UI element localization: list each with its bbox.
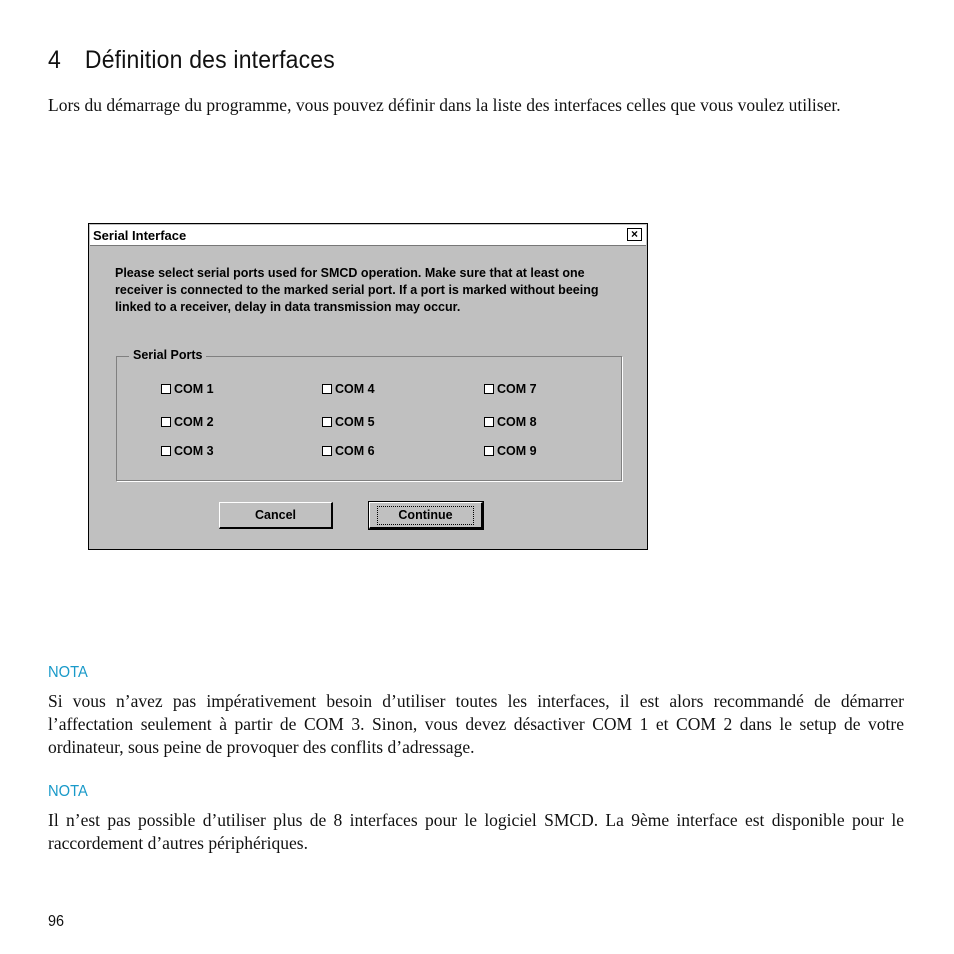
checkbox-box[interactable]: [322, 417, 332, 427]
checkbox-com7[interactable]: [484, 382, 537, 396]
section-title: Définition des interfaces: [84, 46, 335, 74]
checkbox-box[interactable]: [161, 417, 171, 427]
intro-paragraph: Lors du démarrage du programme, vous pouvez définir dans la liste des interfaces celles que vous voulez utiliser.: [48, 95, 841, 115]
checkbox-label: COM 3: [174, 444, 214, 458]
checkbox-com2[interactable]: [161, 415, 214, 429]
checkbox-label: COM 7: [497, 382, 537, 396]
checkbox-box[interactable]: [484, 417, 494, 427]
section-number: 4: [48, 46, 61, 74]
checkbox-box[interactable]: [484, 384, 494, 394]
checkbox-label: COM 5: [335, 415, 375, 429]
page-number: 96: [48, 913, 65, 930]
group-label: Serial Ports: [129, 348, 206, 362]
dialog-title: Serial Interface: [93, 228, 187, 243]
dialog-titlebar: [90, 225, 646, 246]
checkbox-com1[interactable]: [161, 382, 214, 396]
checkbox-label: COM 2: [174, 415, 214, 429]
checkbox-label: COM 6: [335, 444, 375, 458]
nota-text-2: Il n’est pas possible d’utiliser plus de 8 interfaces pour le logiciel SMCD. La 9ème interface est disponible pour le raccordement d’autres périphériques.: [48, 810, 904, 853]
cancel-button[interactable]: Cancel: [219, 502, 333, 529]
nota-label-1: NOTA: [48, 664, 88, 681]
continue-button[interactable]: [369, 502, 483, 529]
checkbox-label: COM 4: [335, 382, 375, 396]
checkbox-box[interactable]: [322, 384, 332, 394]
checkbox-com5[interactable]: [322, 415, 375, 429]
checkbox-com9[interactable]: [484, 444, 537, 458]
checkbox-label: COM 9: [497, 444, 537, 458]
nota-label-2: NOTA: [48, 783, 88, 800]
dialog-description: Please select serial ports used for SMCD operation. Make sure that at least one receiver is connected to the marked serial port. If a port is marked without beeing linked to a receiver, delay in data transmission may occur.: [115, 266, 599, 314]
checkbox-com4[interactable]: [322, 382, 375, 396]
checkbox-box[interactable]: [161, 446, 171, 456]
checkbox-com3[interactable]: [161, 444, 214, 458]
section-heading: [48, 46, 335, 75]
checkbox-label: COM 1: [174, 382, 214, 396]
checkbox-com6[interactable]: [322, 444, 375, 458]
checkbox-box[interactable]: [484, 446, 494, 456]
checkbox-box[interactable]: [161, 384, 171, 394]
continue-label: Continue: [377, 506, 473, 525]
close-icon[interactable]: ×: [627, 228, 642, 241]
checkbox-com8[interactable]: [484, 415, 537, 429]
checkbox-box[interactable]: [322, 446, 332, 456]
checkbox-label: COM 8: [497, 415, 537, 429]
nota-text-1: Si vous n’avez pas impérativement besoin d’utiliser toutes les interfaces, il est alors recommandé de démarrer l’affectation seulement à partir de COM 3. Sinon, vous devez désactiver COM 1 et COM 2 dans le setup de votre ordinateur, sous peine de provoquer des conflits d’adressage.: [48, 691, 904, 757]
serial-interface-dialog: [88, 223, 648, 550]
serial-ports-group: [116, 348, 622, 481]
